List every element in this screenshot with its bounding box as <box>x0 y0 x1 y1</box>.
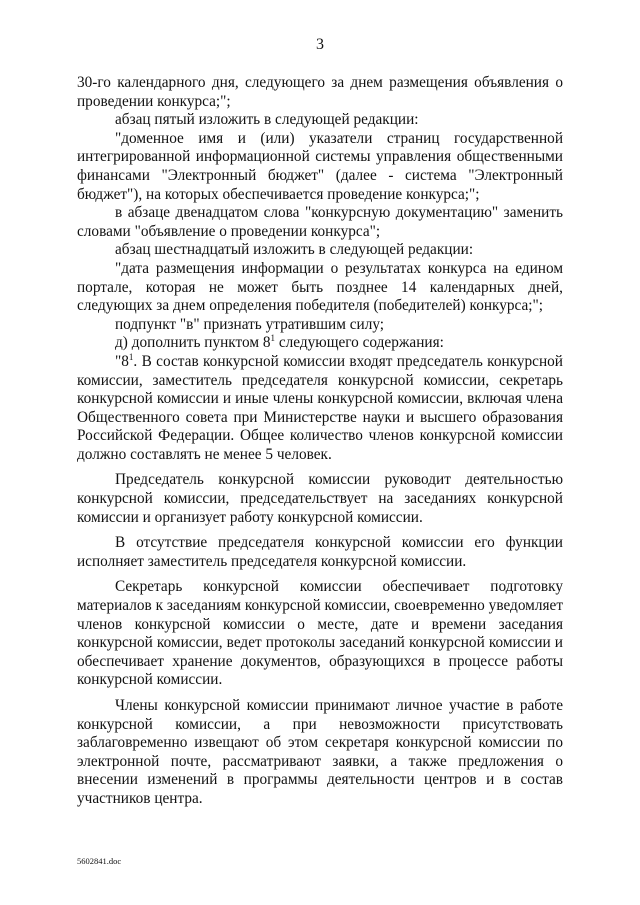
superscript: 1 <box>270 333 276 344</box>
page-number: 3 <box>316 36 324 53</box>
paragraph: 30-го календарного дня, следующего за днем размещения объявления о проведении конкурса;"; <box>77 74 563 110</box>
paragraph: в абзаце двенадцатом слова "конкурсную документацию" заменить словами "объявление о проведении конкурса"; <box>77 204 563 240</box>
superscript: 1 <box>128 351 134 362</box>
text-fragment: следующего содержания: <box>275 334 444 352</box>
paragraph: Председатель конкурсной комиссии руководит деятельностью конкурсной комиссии, председательствует на заседаниях конкурсной комиссии и организует работу конкурсной комиссии. <box>77 471 563 526</box>
paragraph: подпункт "в" признать утратившим силу; <box>115 315 385 333</box>
text-fragment: "8 <box>115 352 129 370</box>
paragraph: Члены конкурсной комиссии принимают личное участие в работе конкурсной комиссии, а при невозможности присутствовать заблаговременно извещают об этом секретаря конкурсной комиссии по электронной почте, рассматривают заявки, а также предложения о внесении изменений в программы деятельности центров и в состав участников центра. <box>77 697 563 807</box>
paragraph: абзац шестнадцатый изложить в следующей редакции: <box>115 241 474 259</box>
paragraph: абзац пятый изложить в следующей редакции: <box>115 111 419 129</box>
paragraph: "доменное имя и (или) указатели страниц государственной интегрированной информационной системы управления общественными финансами "Электронный бюджет" (далее - система "Электронный бюджет"), на которых обеспечивается проведение конкурса;"; <box>77 129 563 203</box>
text-fragment: . В состав конкурсной комиссии входят председатель конкурсной комиссии, заместитель председателя конкурсной комиссии, секретарь конкурсной комиссии и иные члены конкурсной комиссии, включая члена Общественного совета при Министерстве науки и высшего образования Российской Федерации. Общее количество членов конкурсной комиссии должно составлять не менее 5 человек. <box>77 352 563 463</box>
paragraph: Секретарь конкурсной комиссии обеспечивает подготовку материалов к заседаниям конкурсной комиссии, своевременно уведомляет членов конкурсной комиссии о месте, дате и времени заседания конкурсной комиссии, ведет протоколы заседаний конкурсной комиссии и обеспечивает хранение документов, образующихся в процессе работы конкурсной комиссии. <box>77 578 563 689</box>
paragraph <box>77 353 563 465</box>
document-body <box>77 74 563 809</box>
document-file-code: 5602841.doc <box>77 856 122 866</box>
paragraph: В отсутствие председателя конкурсной комиссии его функции исполняет заместитель председателя конкурсной комиссии. <box>77 534 563 570</box>
paragraph: "дата размещения информации о результатах конкурса на едином портале, которая не может быть позднее 14 календарных дней, следующих за днем определения победителя (победителей) конкурса;"; <box>77 259 563 315</box>
text-fragment: д) дополнить пунктом 8 <box>115 334 271 352</box>
paragraph <box>77 334 563 353</box>
